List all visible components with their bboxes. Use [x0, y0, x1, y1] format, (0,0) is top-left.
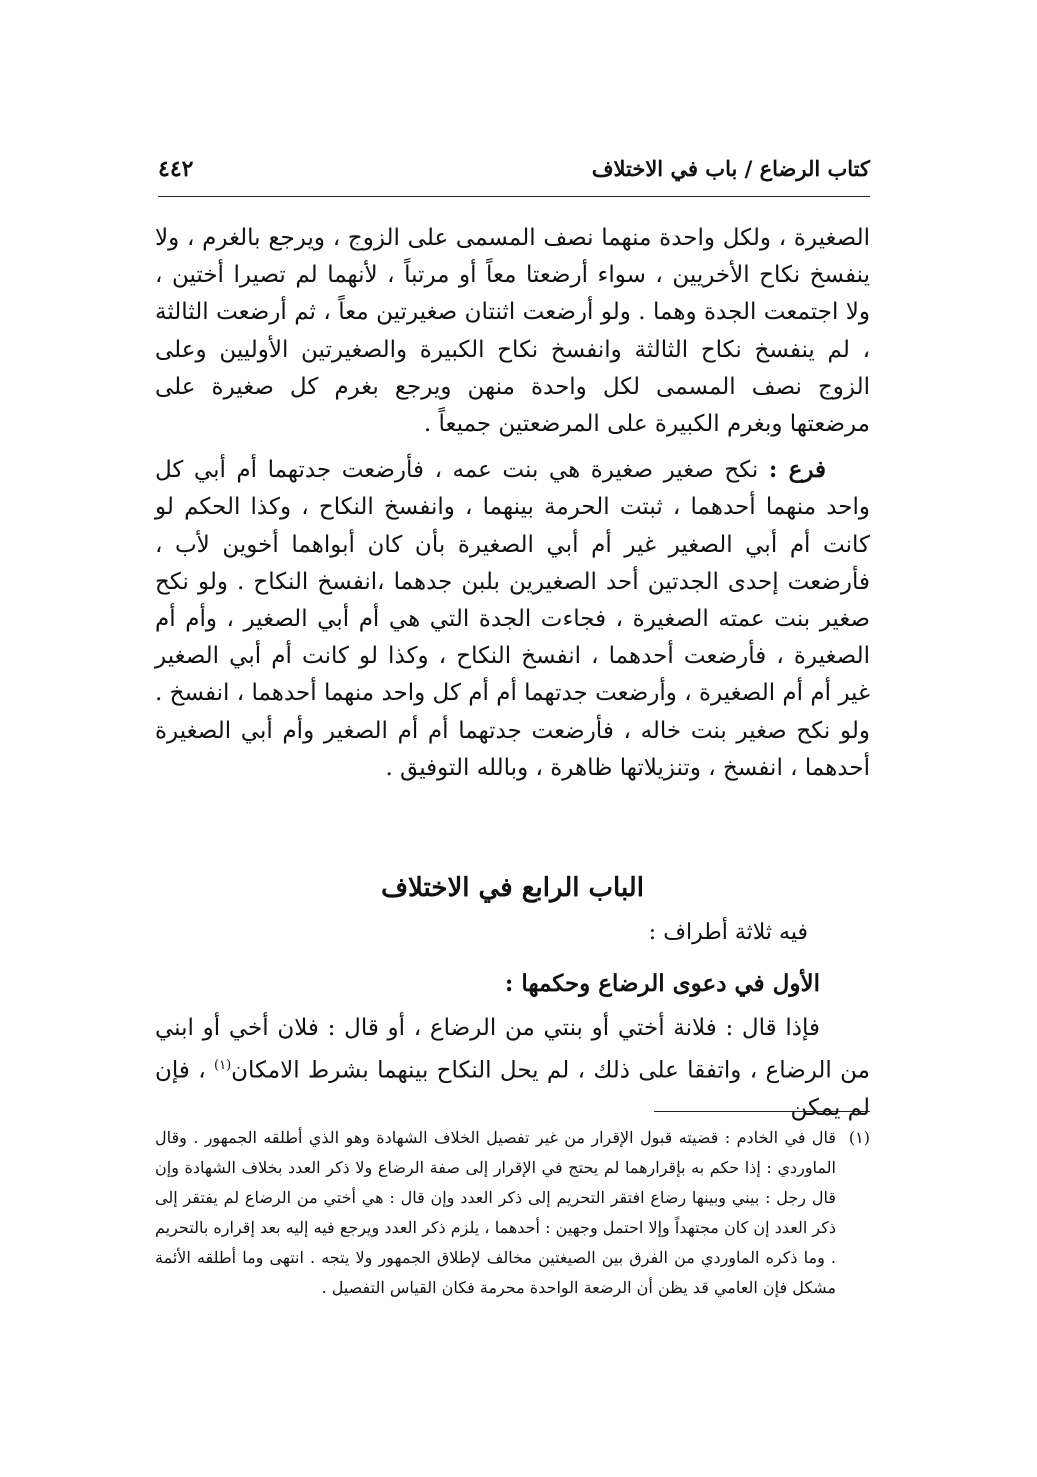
- main-text: [155, 220, 870, 787]
- paragraph-3-text-a: فإذا قال : فلانة أختي أو بنتي من الرضاع ، أو قال : فلان أخي أو ابني من الرضاع ، واتفقا على ذلك ، لم يحل النكاح بينهما بشرط الامكان: [155, 1015, 870, 1084]
- paragraph-2-text: نكح صغير صغيرة هي بنت عمه ، فأرضعت جدتهما أم أبي كل واحد منهما أحدهما ، ثبتت الحرمة بينهما ، وانفسخ النكاح ، وكذا الحكم لو كانت أم أبي الصغير غير أم أبي الصغيرة بأن كان أبواهما أخوين لأب ، فأرضعت إحدى الجدتين أحد الصغيرين بلبن جدهما ،انفسخ النكاح . ولو نكح صغير بنت عمته الصغيرة ، فجاءت الجدة التي هي أم أبي الصغير ، وأم أم الصغيرة ، فأرضعت أحدهما ، انفسخ النكاح ، وكذا لو كانت أم أبي الصغير غير أم أم الصغيرة ، وأرضعت جدتهما أم أم كل واحد منهما أحدهما ، انفسخ . ولو نكح صغير بنت خاله ، فأرضعت جدتهما أم أم الصغير وأم أبي الصغيرة أحدهما ، انفسخ ، وتنزيلاتها ظاهرة ، وبالله التوفيق .: [155, 457, 870, 781]
- chapter-intro-text: فيه ثلاثة أطراف :: [648, 920, 808, 945]
- footnote-marker: (١): [848, 1128, 870, 1147]
- running-title: كتاب الرضاع / باب في الاختلاف: [591, 156, 870, 181]
- footnote-rule: [654, 1111, 870, 1112]
- footnote-text: قال في الخادم : قضيته قبول الإقرار من غير تفصيل الخلاف الشهادة وهو الذي أطلقه الجمهور . وقال الماوردي : إذا حكم به بإقرارهما لم يحتج في الإقرار إلى صفة الرضاع ولا ذكر العدد بخلاف الشهادة وإن قال رجل : بيني وبينها رضاع افتقر التحريم إلى ذكر العدد وإن قال : هي أختي من الرضاع لم يفتقر إلى ذكر العدد إن كان مجتهداً وإلا احتمل وجهين : أحدهما ، يلزم ذكر العدد ويرجع فيه إليه بعد إقراره بالتحريم . وما ذكره الماوردي من الفرق بين الصيغتين مخالف لإطلاق الجمهور ولا يتجه . انتهى وما أطلقه الأئمة مشكل فإن العامي قد يظن أن الرضعة الواحدة محرمة فكان القياس التفصيل .: [155, 1128, 836, 1297]
- chapter-title: الباب الرابع في الاختلاف: [381, 873, 644, 903]
- header-rule: [158, 196, 870, 197]
- paragraph-3-text-b: ، فإن لم يمكن: [155, 1057, 870, 1121]
- paragraph-1: الصغيرة ، ولكل واحدة منهما نصف المسمى على الزوج ، ويرجع بالغرم ، ولا ينفسخ نكاح الأخريين ، سواء أرضعتا معاً أو مرتباً ، لأنهما لم تصيرا أختين ، ولا اجتمعت الجدة وهما . ولو أرضعت اثنتان صغيرتين معاً ، ثم أرضعت الثالثة ، لم ينفسخ نكاح الثالثة وانفسخ نكاح الكبيرة والصغيرتين الأوليين وعلى الزوج نصف المسمى لكل واحدة منهن ويرجع بغرم كل صغيرة على مرضعتها وبغرم الكبيرة على المرضعتين جميعاً .: [155, 225, 870, 438]
- chapter-intro: [155, 915, 870, 951]
- running-head: [158, 152, 870, 192]
- paragraph-3: [155, 1010, 870, 1127]
- section-title: [155, 966, 870, 1002]
- paragraph-2: [155, 451, 870, 787]
- far-label: فرع :: [768, 456, 827, 484]
- footnote: [155, 1123, 870, 1303]
- page-number: ٤٤٢: [158, 156, 194, 182]
- footnote-reference: (١): [214, 1058, 232, 1073]
- section-title-text: الأول في دعوى الرضاع وحكمها :: [504, 970, 820, 997]
